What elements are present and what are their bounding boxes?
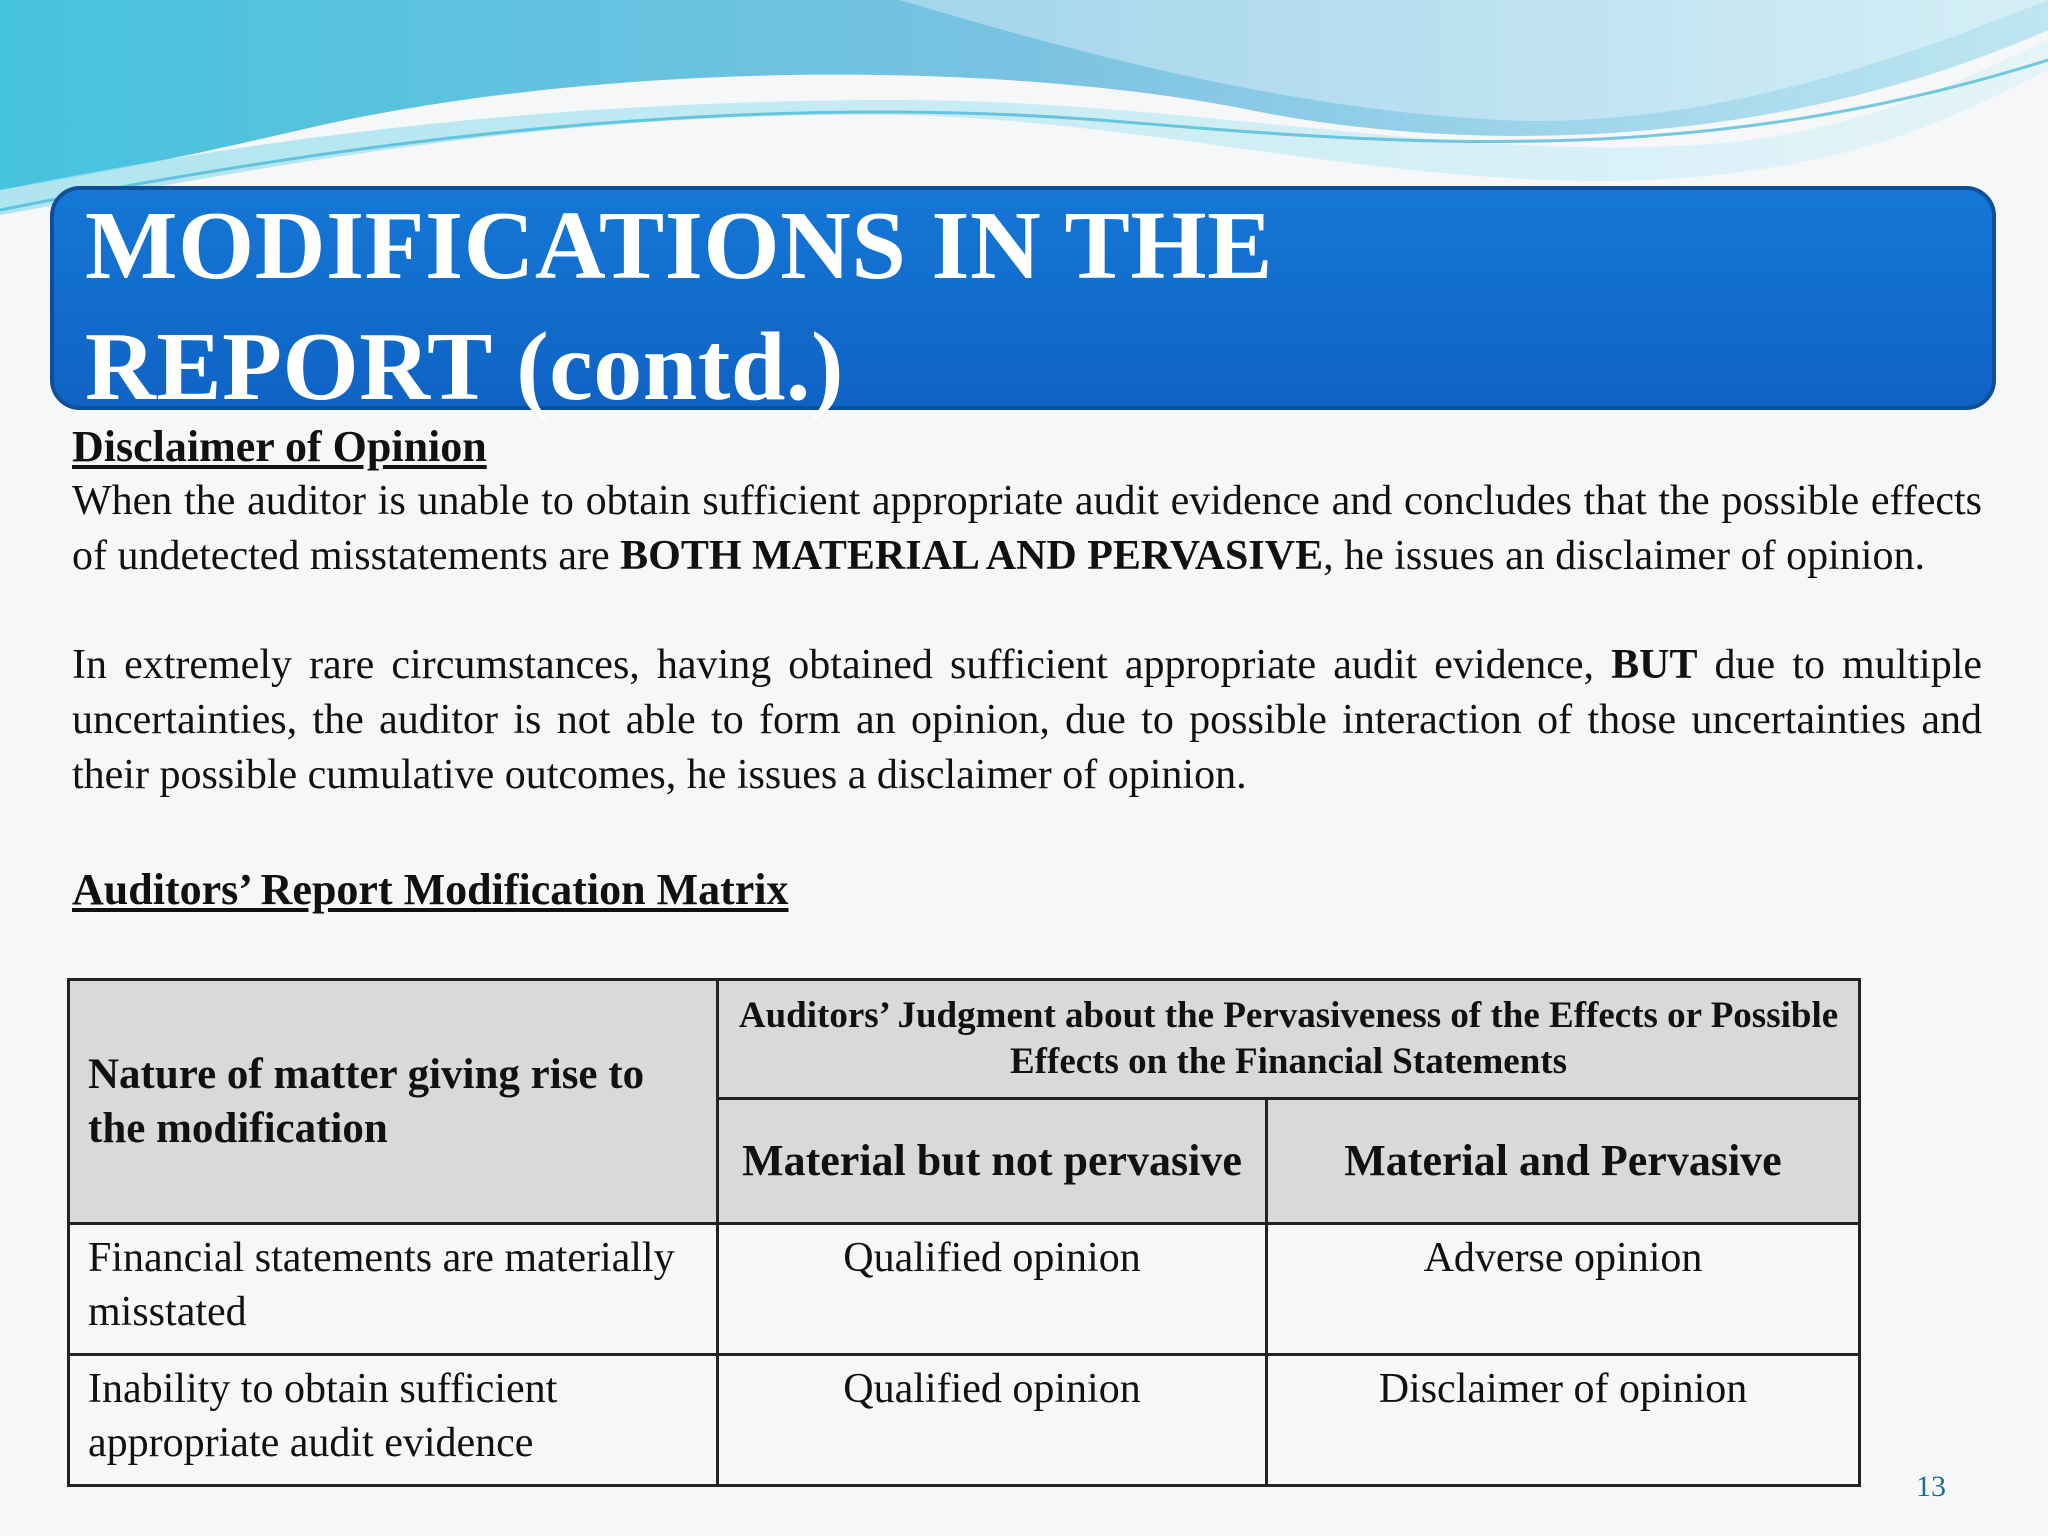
p2-emphasis: BUT — [1611, 642, 1698, 688]
p2-text-end: due to multiple uncertainties, the auditor is not able to form an opinion, due to possible interaction of those uncertainties and their possible cumulative outcomes, he issues a disclaimer of opinion. — [72, 642, 1983, 798]
row-pervasive-cell: Disclaimer of opinion — [1267, 1355, 1860, 1486]
header-nature-of-matter: Nature of matter giving rise to the modification — [69, 980, 718, 1224]
disclaimer-paragraph-1 — [72, 474, 1982, 584]
p1-emphasis: BOTH MATERIAL AND PERVASIVE — [620, 533, 1324, 579]
row-nature-cell: Financial statements are materially misstated — [69, 1224, 718, 1355]
modification-matrix-table — [67, 978, 1861, 1487]
p2-text-start: In extremely rare circumstances, having obtained sufficient appropriate audit evidence, — [72, 642, 1612, 688]
row-not-pervasive-cell: Qualified opinion — [718, 1355, 1267, 1486]
row-not-pervasive-cell: Qualified opinion — [718, 1224, 1267, 1355]
title-line-1: MODIFICATIONS IN THE — [85, 192, 1274, 300]
title-line-2: REPORT (contd.) — [85, 313, 845, 421]
row-nature-cell: Inability to obtain sufficient appropriate audit evidence — [69, 1355, 718, 1486]
table-row — [69, 1224, 1860, 1355]
matrix-heading: Auditors’ Report Modification Matrix — [72, 865, 789, 914]
table-header-row — [69, 980, 1860, 1099]
p1-text-start: When the auditor is unable to obtain sufficient appropriate audit evidence and concludes that the possible effects of undetected misstatements are — [72, 478, 1982, 579]
page-number: 13 — [1916, 1470, 1946, 1503]
slide-title — [85, 186, 1585, 428]
disclaimer-paragraph-2 — [72, 638, 1982, 803]
disclaimer-heading: Disclaimer of Opinion — [72, 422, 487, 471]
header-material-not-pervasive: Material but not pervasive — [718, 1099, 1267, 1224]
header-material-and-pervasive: Material and Pervasive — [1267, 1099, 1860, 1224]
table-row — [69, 1355, 1860, 1486]
header-auditors-judgment: Auditors’ Judgment about the Pervasiveness of the Effects or Possible Effects on the Financial Statements — [718, 980, 1860, 1099]
p1-text-end: , he issues an disclaimer of opinion. — [1323, 533, 1925, 579]
slide-body — [72, 420, 1982, 917]
row-pervasive-cell: Adverse opinion — [1267, 1224, 1860, 1355]
